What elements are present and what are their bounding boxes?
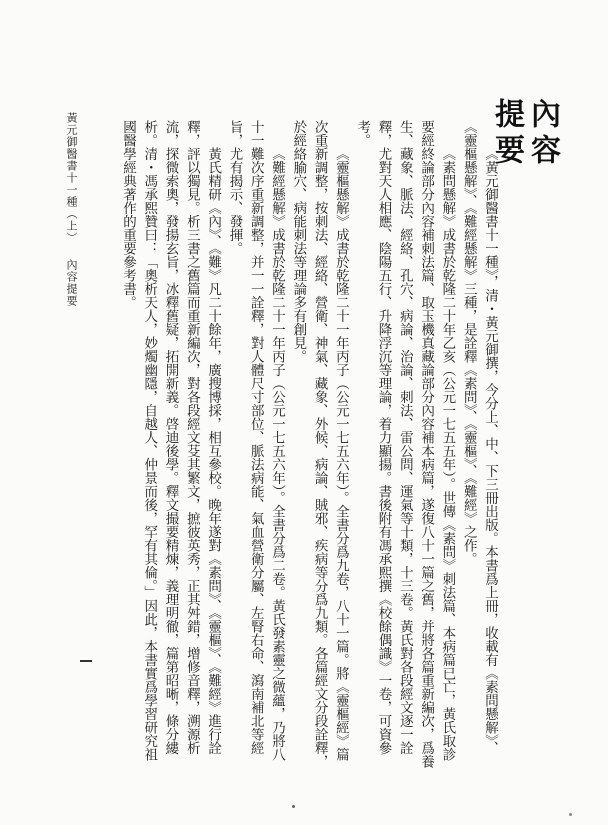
paragraph-intro: 《黃元御醫書十一種》，清・黃元御撰，今分上、中、下三冊出版。本書爲上冊，收載有《素問懸解》、《靈樞懸解》、《難經懸解》三種，是詮釋《素問》、《靈樞》、《難經》之作。 bbox=[460, 120, 498, 755]
paragraph-summary: 黃氏精研《內》、《難》凡二十餘年，廣搜博採，相互參校。晚年遂對《素問》、《靈樞》、《難經》進行詮釋，評以獨見。析三書之舊篇而重新編次，對各段經文芟其繁文，摭彼英秀，正其舛錯，增修音釋，溯源析流，探微索奧，發揚玄旨，冰釋舊疑，拓開新義。啓迪後學。釋文撮要精煉，義理明徹，篇第昭晰，條分縷析。清・馮承熙贊曰：「奧析天人，妙燭幽隱，自越人、仲景而後，罕有其倫。」因此，本書實爲學習研究祖國醫學經典著作的重要參考書。 bbox=[119, 120, 222, 762]
running-head-section: 內容提要 bbox=[65, 258, 78, 307]
paragraph-nanjing: 《難經懸解》成書於乾隆二十一年丙子（公元一七五六年）。全書分爲二卷。黃氏發素靈之微蘊，乃將八十一難次序重新調整，并一一詮釋，對人體尺寸部位、脈法病能、氣血營衛分屬、左腎右命、瀉南補北等經旨，尤有揭示、發揮。 bbox=[226, 120, 286, 762]
page-title: 內容提要 bbox=[489, 98, 560, 170]
scan-speck bbox=[292, 805, 295, 808]
paragraph-lingshu: 《靈樞懸解》成書於乾隆二十一年丙子（公元一七五六年）。全書分爲九卷，八十一篇。將《靈樞經》篇次重新調整，按刺法、經絡、營衛、神氣、藏象、外候、病論、賊邪、疾病等分爲九類。各篇經文分段詮釋，於經絡腧穴、病能刺法等理論多有創見。 bbox=[290, 120, 349, 768]
running-head-book-title: 黃元御醫書十一種（上） bbox=[65, 112, 78, 244]
running-head bbox=[60, 112, 80, 372]
scan-speck bbox=[569, 813, 572, 816]
paragraph-suwen: 《素問懸解》成書於乾隆二十年乙亥（公元一七五五年）。世傳《素問》刺法篇、本病篇已亡，黃氏取診要經終論部分內容補刺法篇、取玉機真藏論部分內容補本病篇，遂復八十一篇之舊，并將各篇重新編次，爲養生、藏象、脈法、經絡、孔穴、病論、治論、刺法、雷公問、運氣等十類，十三卷。黃氏對各段經文逐一詮釋，尤對天人相應、陰陽五行、升降浮沉等理論，着力顯揚。書後附有馮承熙撰《校餘偶識》一卷，可資參考。 bbox=[354, 120, 456, 768]
footer-mark bbox=[80, 660, 92, 662]
body-text bbox=[92, 120, 500, 770]
